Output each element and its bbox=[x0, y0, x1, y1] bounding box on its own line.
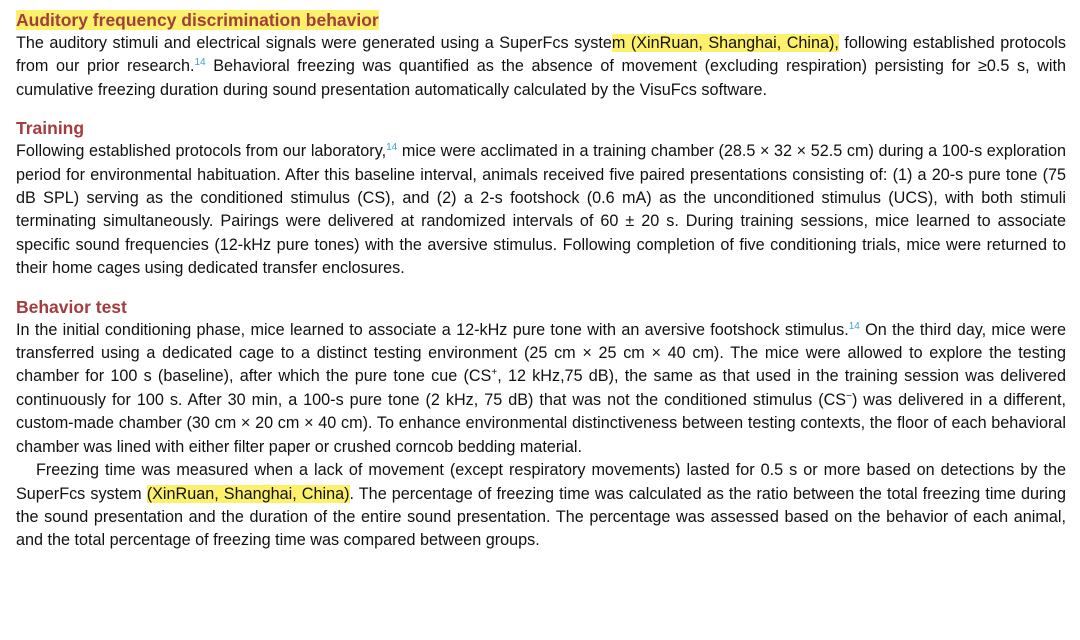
text-run: Following established protocols from our laboratory, bbox=[16, 142, 387, 161]
section-training bbox=[16, 116, 1066, 280]
section-behavior-test bbox=[16, 295, 1066, 553]
section-heading bbox=[16, 8, 1066, 32]
text-run: . The percentage of freezing time was calculated as the ratio between the total freezing time during the sound presentation and the duration of the entire sound presentation. The percentage was assessed based on the behavior of each animal, and the total percentage of freezing time was compared between groups. bbox=[16, 484, 1066, 550]
highlighted-heading: Auditory frequency discrimination behavior bbox=[16, 10, 379, 30]
highlighted-text: (XinRuan, Shanghai, China) bbox=[146, 484, 350, 503]
citation-ref[interactable]: 14 bbox=[194, 57, 206, 69]
section-heading: Training bbox=[16, 118, 85, 139]
highlighted-text: m (XinRuan, Shanghai, China), bbox=[611, 34, 839, 52]
section-auditory-frequency bbox=[16, 8, 1066, 102]
text-run: On the third day, mice were transferred using a dedicated cage to a distinct testing environment (25 cm × 25 cm × 40 cm). The mice were allowed to explore the testing chamber for 100 s (baseline), after which the pure tone cue (CS bbox=[16, 320, 1066, 386]
superscript: − bbox=[846, 390, 852, 402]
text-run: following established protocols from our prior research. bbox=[16, 34, 1066, 76]
paragraph bbox=[16, 319, 1066, 459]
text-run: In the initial conditioning phase, mice learned to associate a 12-kHz pure tone with an aversive footshock stimulus. bbox=[16, 320, 849, 339]
citation-ref[interactable]: 14 bbox=[386, 142, 398, 154]
text-run: The auditory stimuli and electrical signals were generated using a SuperFcs syste bbox=[16, 34, 612, 52]
text-run: ) was delivered in a different, custom-made chamber (30 cm × 20 cm × 40 cm). To enhance environmental distinctiveness between testing contexts, the floor of each behavioral chamber was lined with either filter paper or crushed corncob bedding material. bbox=[16, 390, 1066, 456]
text-run: , 12 kHz,75 dB), the same as that used in the training session was delivered continuously for 100 s. After 30 min, a 100-s pure tone (2 kHz, 75 dB) that was not the conditioned stimulus (CS bbox=[16, 367, 1066, 409]
paragraph bbox=[16, 32, 1066, 102]
superscript: + bbox=[491, 367, 498, 379]
text-run: Behavioral freezing was quantified as the absence of movement (excluding respiration) persisting for ≥0.5 s, with cumulative freezing duration during sound presentation automatically calculated by the VisuFcs software. bbox=[16, 57, 1066, 99]
citation-ref[interactable]: 14 bbox=[848, 320, 860, 332]
paragraph bbox=[16, 140, 1066, 280]
paragraph bbox=[16, 459, 1066, 553]
text-run: mice were acclimated in a training chamber (28.5 × 32 × 52.5 cm) during a 100-s exploration period for environmental habituation. After this baseline interval, animals received five paired presentations consisting of: (1) a 20-s pure tone (75 dB SPL) serving as the conditioned stimulus (CS), and (2) a 2-s footshock (0.6 mA) as the unconditioned stimulus (UCS), with both stimuli terminating simultaneously. Pairings were delivered at randomized intervals of 60 ± 20 s. During training sessions, mice learned to associate specific sound frequencies (12-kHz pure tones) with the aversive stimulus. Following completion of five conditioning trials, mice were returned to their home cages using dedicated transfer enclosures. bbox=[16, 142, 1066, 278]
text-run: Freezing time was measured when a lack of movement (except respiratory movements) lasted for 0.5 s or more based on detections by the SuperFcs system bbox=[16, 461, 1066, 503]
section-heading: Behavior test bbox=[16, 296, 127, 317]
